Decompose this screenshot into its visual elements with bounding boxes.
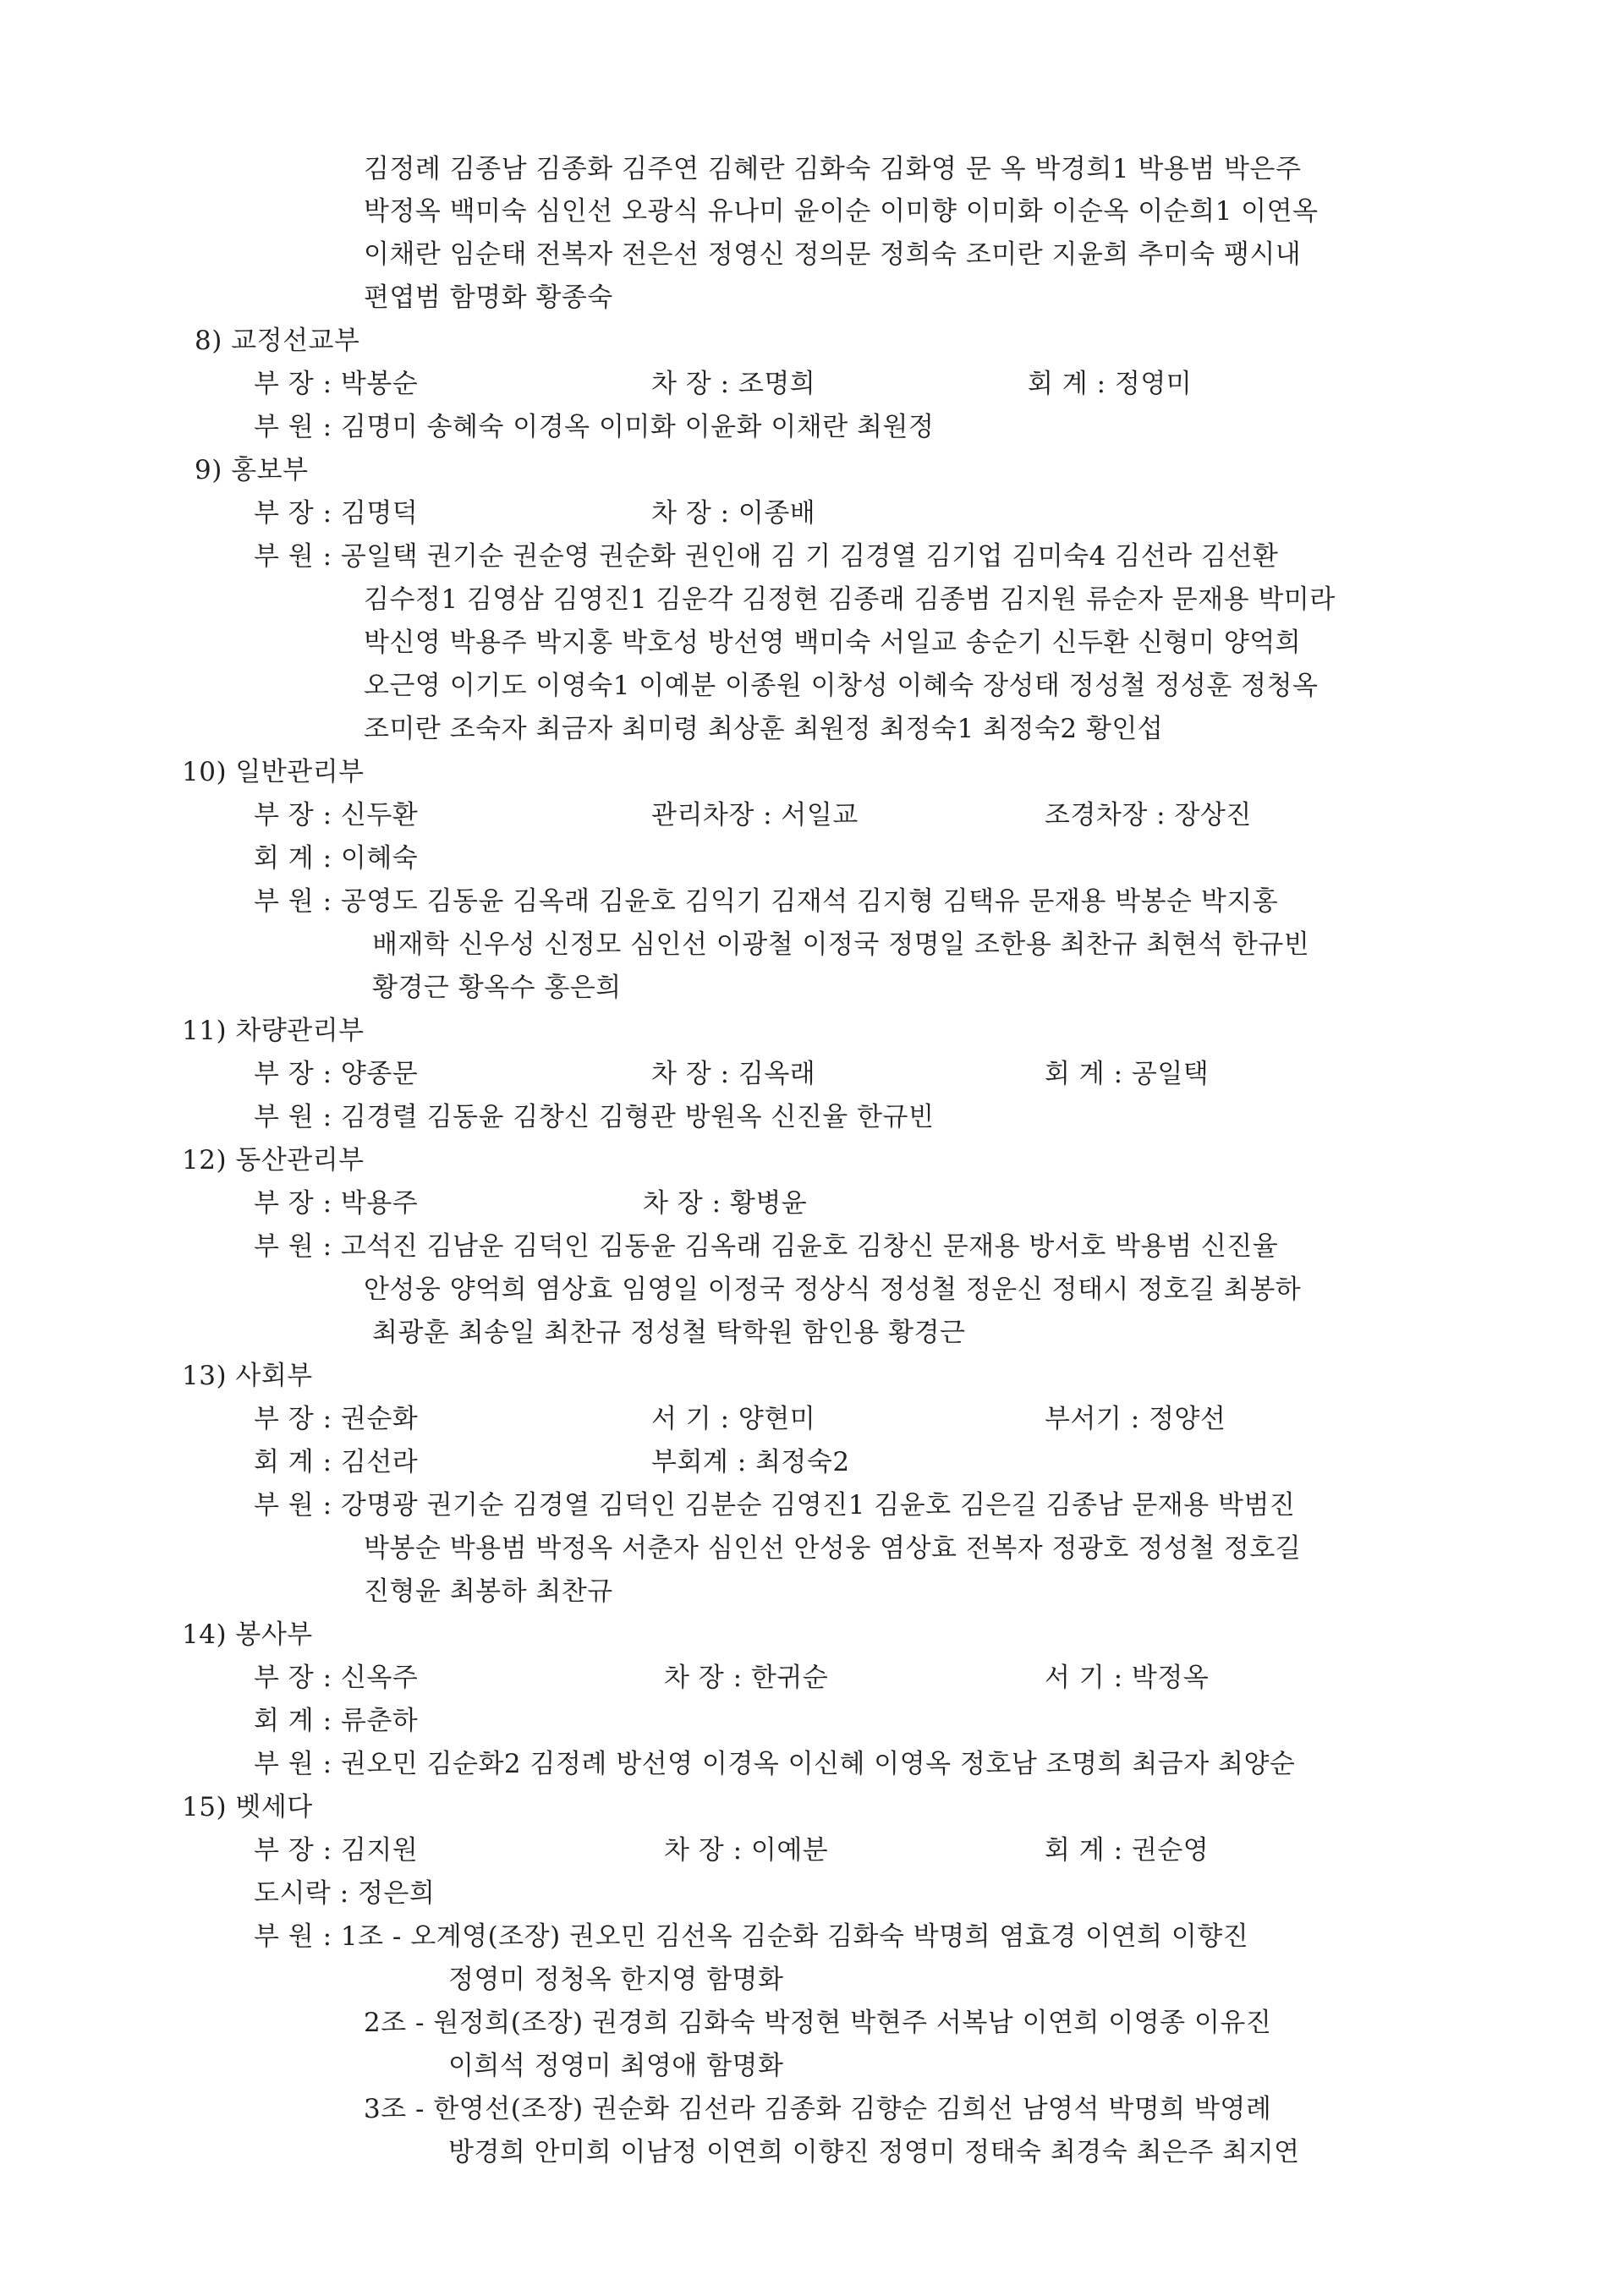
member-line: 박봉순 박용범 박정옥 서춘자 심인선 안성웅 염상효 전복자 정광호 정성철 정호길	[364, 1533, 1302, 1564]
lunch-entry: 도시락 : 정은희	[254, 1878, 436, 1909]
accountant-entry: 회 계 : 류춘하	[254, 1706, 419, 1736]
section-title: 13) 사회부	[182, 1361, 313, 1391]
group-line: 3조 - 한영선(조장) 권순화 김선라 김종화 김향순 김희선 남영석 박명희 박영례	[364, 2094, 1272, 2124]
head-entry: 부 장 : 김명덕	[254, 498, 419, 529]
head-entry: 부 장 : 신두환	[254, 800, 419, 830]
group-line: 2조 - 원정희(조장) 권경희 김화숙 박정현 박현주 서복남 이연희 이영종 이유진	[364, 2008, 1272, 2038]
group-line: 방경희 안미희 이남정 이연희 이향진 정영미 정태숙 최경숙 최은주 최지연	[448, 2137, 1300, 2167]
group-line: 이희석 정영미 최영애 함명화	[448, 2051, 784, 2081]
vice-accountant-entry: 부회계 : 최정숙2	[651, 1447, 850, 1477]
member-line: 오근영 이기도 이영숙1 이예분 이종원 이창성 이혜숙 장성태 정성철 정성훈 정청옥	[364, 671, 1319, 701]
members-line: 부 원 : 김명미 송혜숙 이경옥 이미화 이윤화 이채란 최원정	[254, 412, 935, 442]
deputy-entry: 차 장 : 이예분	[664, 1835, 829, 1866]
member-line: 김정례 김종남 김종화 김주연 김혜란 김화숙 김화영 문 옥 박경희1 박용범 박은주	[364, 154, 1302, 184]
member-line: 배재학 신우성 신정모 심인선 이광철 이정국 정명일 조한용 최찬규 최현석 한규빈	[372, 929, 1310, 960]
members-line: 부 원 : 권오민 김순화2 김정례 방선영 이경옥 이신혜 이영옥 정호남 조명희 최금자 최양순	[254, 1749, 1296, 1779]
member-line: 이채란 임순태 전복자 전은선 정영신 정의문 정희숙 조미란 지윤희 추미숙 팽시내	[364, 239, 1302, 270]
member-line: 황경근 황옥수 홍은희	[372, 973, 622, 1003]
head-entry: 부 장 : 박봉순	[254, 369, 419, 399]
member-line: 편엽범 함명화 황종숙	[364, 282, 613, 313]
section-title: 12) 동산관리부	[182, 1145, 365, 1175]
member-line: 박정옥 백미숙 심인선 오광식 유나미 윤이순 이미향 이미화 이순옥 이순희1 이연옥	[364, 196, 1319, 227]
accountant-entry: 회 계 : 김선라	[254, 1447, 419, 1477]
head-entry: 부 장 : 권순화	[254, 1404, 419, 1434]
members-line: 부 원 : 고석진 김남운 김덕인 김동윤 김옥래 김윤호 김창신 문재용 방서호 박용범 신진율	[254, 1231, 1279, 1262]
accountant-entry: 회 계 : 공일택	[1045, 1059, 1210, 1089]
members-line: 부 원 : 공일택 권기순 권순영 권순화 권인애 김 기 김경열 김기업 김미숙4 김선라 김선환	[254, 541, 1279, 572]
deputy-entry: 차 장 : 한귀순	[664, 1663, 829, 1693]
members-line: 부 원 : 강명광 권기순 김경열 김덕인 김분순 김영진1 김윤호 김은길 김종남 문재용 박범진	[254, 1490, 1296, 1521]
member-line: 박신영 박용주 박지홍 박호성 방선영 백미숙 서일교 송순기 신두환 신형미 양억희	[364, 627, 1302, 658]
group-line: 부 원 : 1조 - 오계영(조장) 권오민 김선옥 김순화 김화숙 박명희 염효경 이연희 이향진	[254, 1921, 1249, 1952]
section-title: 9) 홍보부	[195, 455, 309, 485]
accountant-entry: 회 계 : 이혜숙	[254, 843, 419, 874]
member-line: 최광훈 최송일 최찬규 정성철 탁학원 함인용 황경근	[372, 1318, 966, 1348]
head-entry: 부 장 : 신옥주	[254, 1663, 419, 1693]
secretary-entry: 서 기 : 양현미	[651, 1404, 816, 1434]
member-line: 안성웅 양억희 염상효 임영일 이정국 정상식 정성철 정운신 정태시 정호길 최봉하	[364, 1274, 1302, 1305]
deputy-entry: 관리차장 : 서일교	[651, 800, 859, 830]
group-line: 정영미 정청옥 한지영 함명화	[448, 1964, 784, 1995]
deputy-entry: 차 장 : 이종배	[651, 498, 816, 529]
accountant-entry: 회 계 : 권순영	[1045, 1835, 1210, 1866]
deputy-entry: 조경차장 : 장상진	[1045, 800, 1252, 830]
members-line: 부 원 : 공영도 김동윤 김옥래 김윤호 김익기 김재석 김지형 김택유 문재용 박봉순 박지홍	[254, 886, 1279, 917]
head-entry: 부 장 : 김지원	[254, 1835, 419, 1866]
accountant-entry: 회 계 : 정영미	[1028, 369, 1193, 399]
head-entry: 부 장 : 양종문	[254, 1059, 419, 1089]
member-line: 진형윤 최봉하 최찬규	[364, 1576, 613, 1607]
secretary-entry: 서 기 : 박정옥	[1045, 1663, 1210, 1693]
section-title: 10) 일반관리부	[182, 757, 365, 787]
deputy-entry: 차 장 : 조명희	[651, 369, 816, 399]
section-title: 15) 벳세다	[182, 1792, 313, 1822]
section-title: 14) 봉사부	[182, 1619, 313, 1650]
section-title: 11) 차량관리부	[182, 1016, 365, 1046]
deputy-entry: 차 장 : 김옥래	[651, 1059, 816, 1089]
head-entry: 부 장 : 박용주	[254, 1188, 419, 1219]
section-title: 8) 교정선교부	[195, 326, 360, 356]
members-line: 부 원 : 김경렬 김동윤 김창신 김형관 방원옥 신진율 한규빈	[254, 1102, 935, 1132]
member-line: 김수정1 김영삼 김영진1 김운각 김정현 김종래 김종범 김지원 류순자 문재용 박미라	[364, 584, 1336, 615]
vice-secretary-entry: 부서기 : 정양선	[1045, 1404, 1226, 1434]
deputy-entry: 차 장 : 황병윤	[643, 1188, 808, 1219]
member-line: 조미란 조숙자 최금자 최미령 최상훈 최원정 최정숙1 최정숙2 황인섭	[364, 714, 1164, 744]
